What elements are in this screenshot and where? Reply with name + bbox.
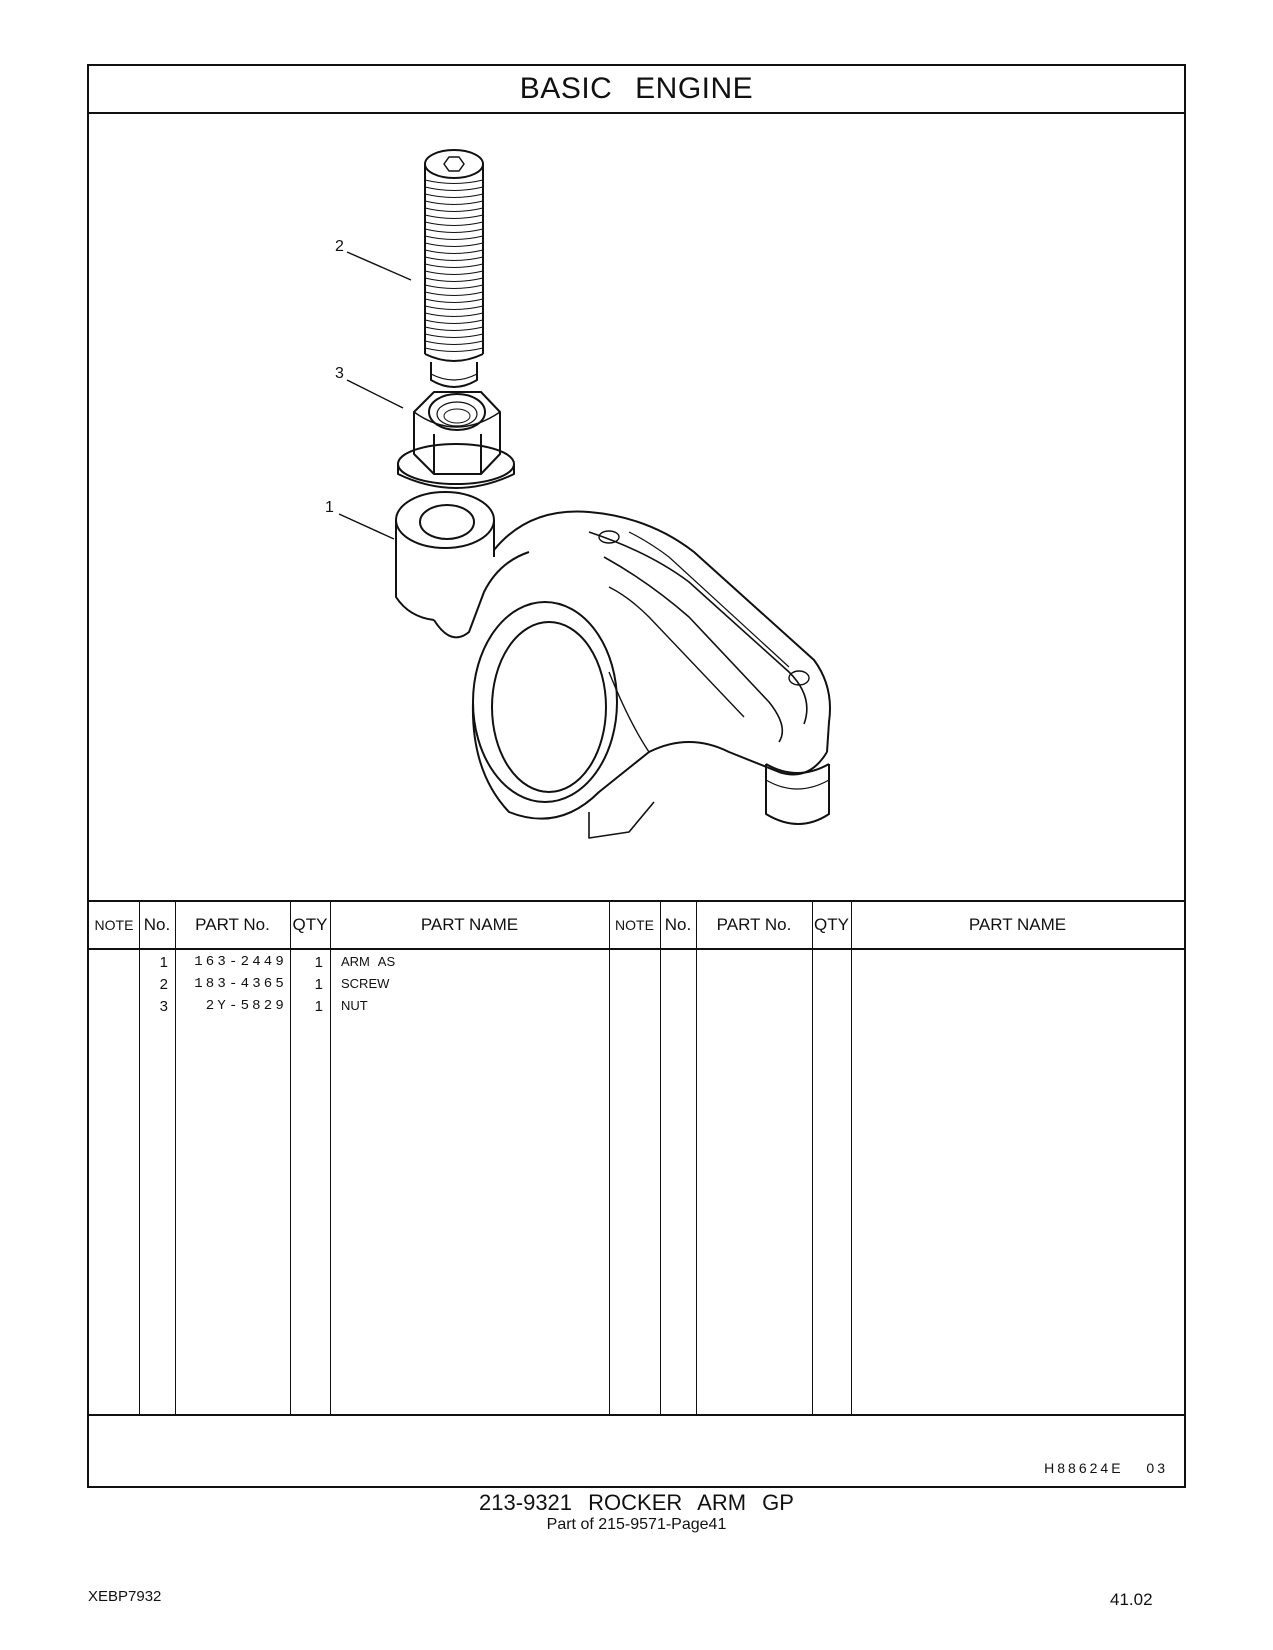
col-note: NOTE [94, 917, 134, 933]
group-reference: Part of 215-9571-Page41 [546, 1516, 727, 1533]
col-no-2: No. [664, 915, 692, 934]
nut-part [398, 392, 514, 488]
row-no: 1 [159, 954, 168, 971]
row-part-no: 163-2449 [194, 954, 287, 970]
row-qty: 1 [314, 998, 323, 1015]
col-part-no-2: PART No. [716, 915, 792, 934]
row-qty: 1 [314, 954, 323, 971]
col-part-name-2: PART NAME [968, 915, 1067, 934]
row-part-no: 183-4365 [194, 976, 287, 992]
table-row [89, 976, 1184, 998]
page-number: 41.02 [1110, 1590, 1153, 1609]
row-qty: 1 [314, 976, 323, 993]
callout-1: 1 [325, 499, 334, 516]
col-note-2: NOTE [615, 917, 654, 933]
row-no: 2 [159, 976, 168, 993]
row-part-name: SCREW [341, 976, 390, 991]
table-row [89, 998, 1184, 1020]
drawing-number: H88624E 03 [1044, 1460, 1168, 1476]
group-title: 213-9321 ROCKER ARM GP [479, 1490, 794, 1515]
col-part-name: PART NAME [420, 915, 519, 934]
screw-part [425, 150, 483, 387]
parts-table [89, 900, 1184, 1416]
col-qty: QTY [292, 915, 328, 934]
rocker-arm-drawing [89, 112, 1184, 900]
table-row [89, 954, 1184, 976]
callout-2: 2 [335, 238, 344, 255]
row-no: 3 [159, 998, 168, 1015]
parts-page-frame [87, 64, 1186, 1488]
document-id: XEBP7932 [88, 1588, 162, 1605]
col-part-no: PART No. [195, 915, 270, 934]
col-qty-2: QTY [814, 915, 849, 934]
row-part-no: 2Y-5829 [205, 998, 287, 1014]
col-no: No. [143, 915, 171, 934]
section-title: BASIC ENGINE [89, 66, 1184, 114]
row-part-name: NUT [341, 998, 368, 1013]
rocker-arm-part [396, 492, 830, 838]
row-part-name: ARM AS [341, 954, 396, 969]
callout-3: 3 [335, 365, 344, 382]
exploded-view-illustration [89, 112, 1184, 900]
